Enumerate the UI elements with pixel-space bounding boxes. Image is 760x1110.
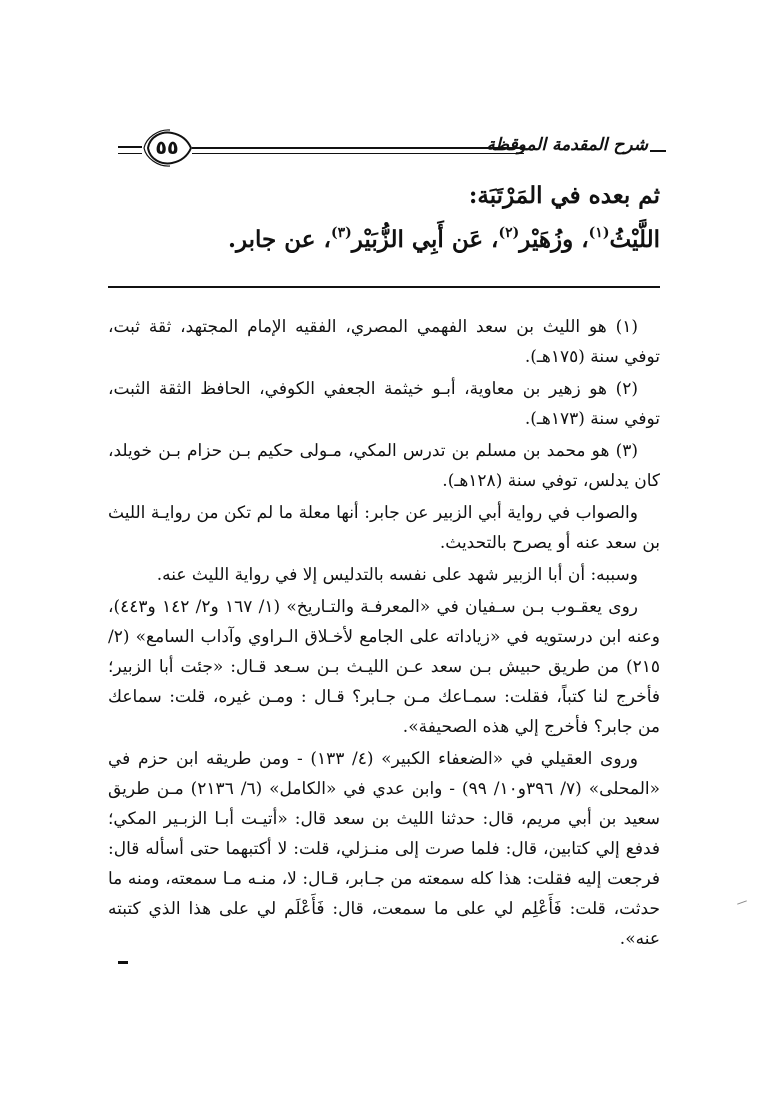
narrator-abu-zubayr: ، عَن أَبِي الزُّبَيْر	[351, 226, 499, 253]
footnote-paragraph: والصواب في رواية أبي الزبير عن جابر: أنها معلة ما لم تكن من روايـة الليث بن سعد عنه أو يصرح بالتحديث.	[108, 503, 660, 553]
footnote-ref-1: (١)	[588, 225, 610, 241]
footnote-2: (٢) هو زهير بن معاوية، أبـو خيثمة الجعفي الكوفي، الحافظ الثقة الثبت، توفي سنة (١٧٣هـ).	[108, 379, 660, 429]
footnote-ref-2: (٢)	[498, 225, 520, 241]
footnotes	[108, 312, 660, 956]
footnote-1: (١) هو الليث بن سعد الفهمي المصري، الفقيه الإمام المجتهد، ثقة ثبت، توفي سنة (١٧٥هـ).	[108, 317, 660, 367]
page-number: ٥٥	[155, 137, 179, 159]
main-line-2	[170, 218, 660, 262]
running-header	[118, 126, 666, 170]
narrator-zuhayr: ، وزُهَيْر	[519, 226, 589, 253]
page-number-ornament	[142, 128, 192, 168]
margin-mark	[737, 900, 747, 904]
header-rule-left	[118, 146, 142, 148]
narrator-jabir: ، عن جابر.	[227, 226, 331, 253]
running-title: شرح المقدمة الموقظة	[486, 135, 648, 155]
footnote-paragraph: روى يعقـوب بـن سـفيان في «المعرفـة والتـاريخ» (١/ ١٦٧ و٢/ ١٤٢ و٤٤٣)، وعنه ابن درستويه في «زياداته على الجامع لأخـلاق الـراوي وآداب السامع» (٢/ ٢١٥) من طريق حبيش بـن سعد عـن الليـث بـن سـعد قـال: «جئت أبا الزبير؛ فأخرج لنا كتباً، فقلت: سمـاعك مـن جـابر؟ قـال : ومـن غيره، قلت: سماعك من جابر؟ فأخرج إلي هذه الصحيفة».	[108, 597, 660, 737]
header-rule-left-thin	[118, 153, 142, 154]
footnote-3: (٣) هو محمد بن مسلم بن تدرس المكي، مـولى حكيم بـن حزام بـن خويلد، كان يدلس، توفي سنة (١٢٨هـ).	[108, 441, 660, 491]
main-text	[170, 174, 660, 262]
end-mark	[118, 961, 128, 964]
narrator-layth: اللَّيْثُ	[609, 226, 660, 253]
footnote-paragraph: وسببه: أن أبا الزبير شهد على نفسه بالتدليس إلا في رواية الليث عنه.	[156, 565, 638, 585]
footnote-paragraph: وروى العقيلي في «الضعفاء الكبير» (٤/ ١٣٣) - ومن طريقه ابن حزم في «المحلى» (٧/ ٣٩٦و١٠/ ٩٩) - وابن عدي في «الكامل» (٦/ ٢١٣٦) مـن طريق سعيد بن أبي مريم، قال: حدثنا الليث بن سعد قال: «أتيـت أبـا الزبـير المكي؛ فدفع إلي كتابين، قال: فلما صرت إلى منـزلي، قلت: لا أكتبهما حتى أسأله قال: فرجعت إليه فقلت: هذا كله سمعته من جـابر، قـال: لا، منـه مـا سمعته، ومنه ما حدثت، قلت: فَأَعْلِم لي على ما سمعت، قال: فَأَعْلَم لي على هذا الذي كتبته عنه».	[108, 749, 660, 949]
footnote-separator	[108, 286, 660, 288]
header-rule-right	[650, 150, 666, 152]
header-rule-thin	[192, 153, 524, 154]
main-line-1: ثم بعده في المَرْتَبَة:	[468, 182, 660, 209]
header-rule	[192, 147, 524, 149]
footnote-ref-3: (٣)	[330, 225, 352, 241]
